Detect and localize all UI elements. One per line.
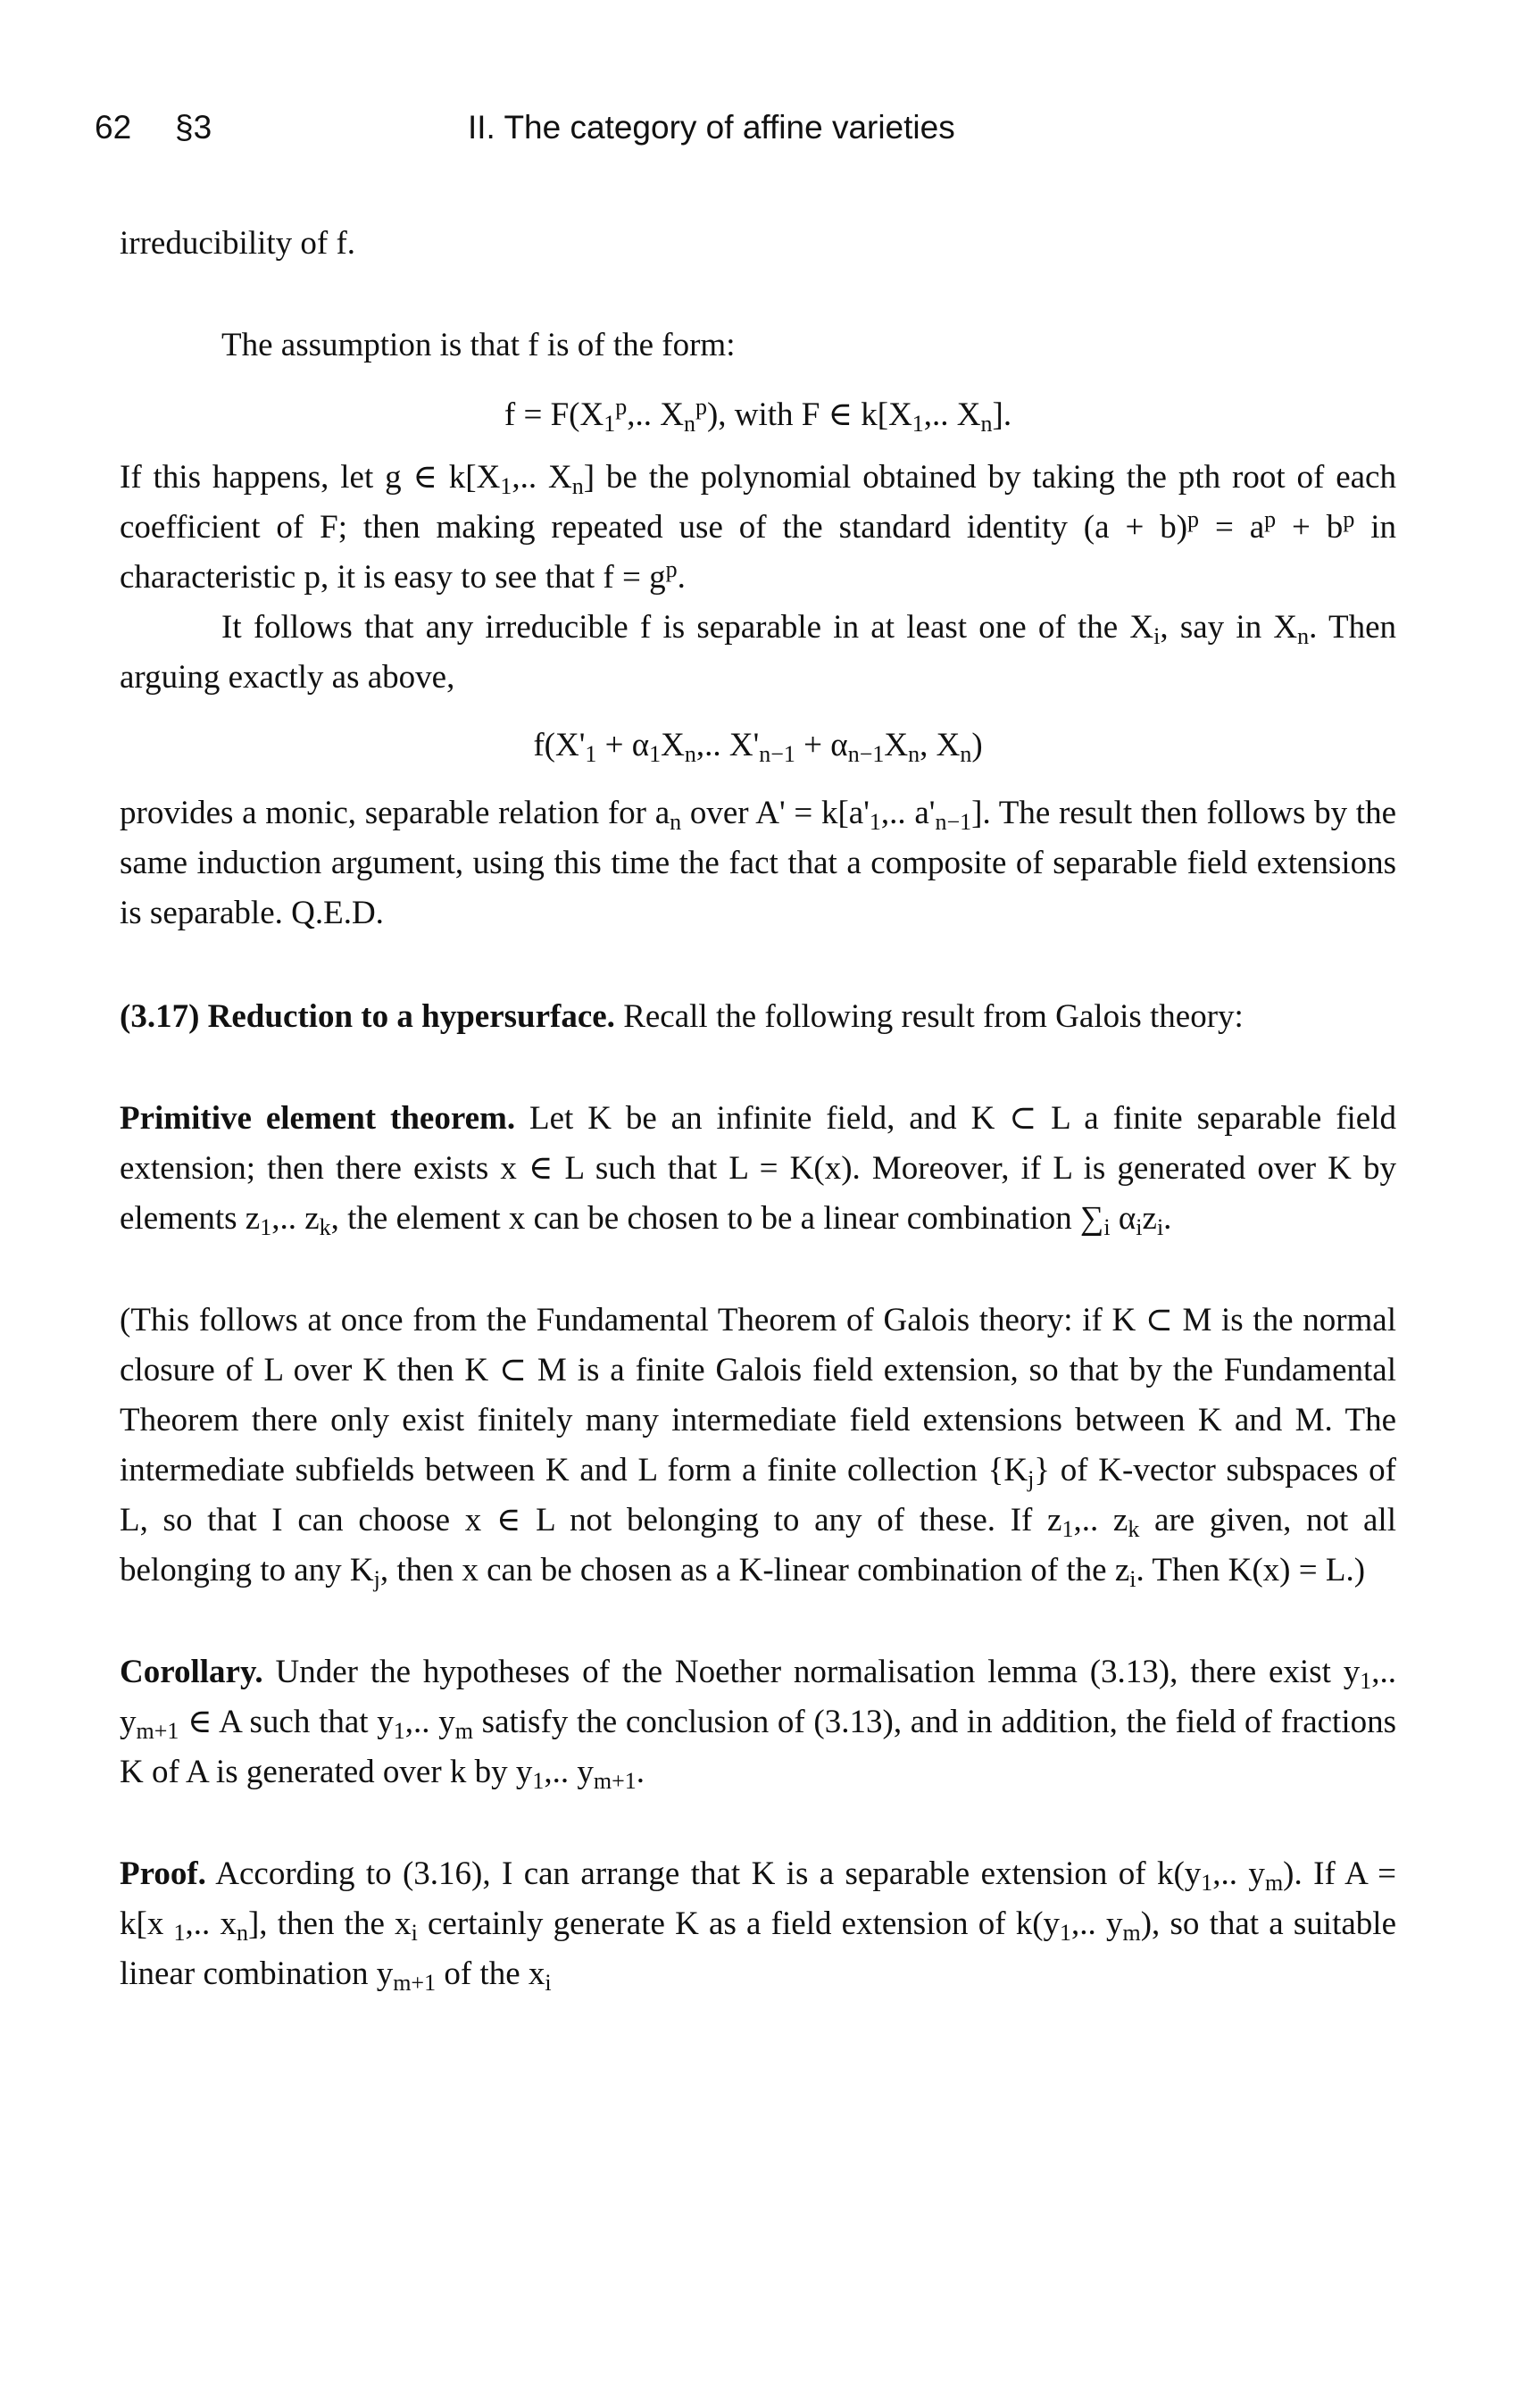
paragraph-pth-root: If this happens, let g ∈ $k[X_1$,.. $X_n$] be the polynomial obtained by taking the pth root of each coefficient of F; then making repeated use of the standard identity $(a + b)^p = a^p + b^p$ in characteristic p, it is easy to see that $f = g^p$.: [120, 459, 1396, 596]
paragraph-monic-relation: provides a monic, separable relation for $a_n$ over $A' = k[a'_1$,.. $a'_{n-1}$]. The result then follows by the same induction argument, using this time the fact that a composite of separable field extensions is separable. Q.E.D.: [120, 795, 1396, 931]
paragraph-irreducibility: irreducibility of f.: [120, 225, 356, 262]
page-header: [95, 109, 1445, 154]
equation-f-form: $f = F(X_1^p$,.. $X_n^p$), with F ∈ $k[X_1$,.. $X_n$].: [504, 394, 1012, 437]
equation-relation: $f(X'_1 + \alpha_1X_n$,.. $X'_{n-1} + \alpha_{n-1}X_n$, $X_n$): [533, 727, 983, 767]
page-number: 62: [95, 109, 132, 146]
paragraph-galois-proof: (This follows at once from the Fundamental Theorem of Galois theory: if K ⊂ M is the normal closure of L over K then K ⊂ M is a finite Galois field extension, so that by the Fundamental Theorem there only exist finitely many intermediate field extensions between K and M. The intermediate subfields between K and L form a finite collection $\{K_j\}$ of K-vector subspaces of L, so that I can choose x ∈ L not belonging to any of these. If $z_1$,.. $z_k$ are given, not all belonging to any $K_j$, then x can be chosen as a K-linear combination of the $z_i$. Then K(x) = L.): [120, 1302, 1396, 1592]
section-3-17: (3.17) Reduction to a hypersurface. Recall the following result from Galois theory:: [120, 998, 1244, 1035]
proof-title: Proof.: [120, 1855, 206, 1892]
section-heading: (3.17) Reduction to a hypersurface.: [120, 998, 615, 1035]
chapter-title: II. The category of affine varieties: [468, 109, 955, 146]
corollary-title: Corollary.: [120, 1654, 263, 1690]
theorem-title: Primitive element theorem.: [120, 1100, 516, 1137]
paragraph-separable: It follows that any irreducible f is separable in at least one of the $X_i$, say in $X_n$. Then arguing exactly as above,: [120, 609, 1396, 696]
theorem-primitive-element: Primitive element theorem. Let K be an infinite field, and K ⊂ L a finite separable field extension; then there exists x ∈ L such that L = K(x). Moreover, if L is generated over K by elements $z_1$,.. $z_k$, the element x can be chosen to be a linear combination $\sum_i$ $\alpha_iz_i$.: [120, 1100, 1397, 1240]
section-number: §3: [175, 109, 212, 146]
paragraph-assumption: The assumption is that f is of the form:: [221, 327, 736, 363]
page-body: [120, 219, 1396, 1999]
proof: Proof. According to (3.16), I can arrange that K is a separable extension of $k(y_1$,.. $y_m$). If A = k[x $_1$,.. $x_n$], then the $x_i$ certainly generate K as a field extension of $k(y_1$,.. $y_m$), so that a suitable linear combination $y_{m+1}$ of the $x_i$: [120, 1855, 1397, 1996]
corollary: Corollary. Under the hypotheses of the Noether normalisation lemma (3.13), there exist $y_1$,.. $y_{m+1}$ ∈ A such that $y_1$,.. $y_m$ satisfy the conclusion of (3.13), and in addition, the field of fractions K of A is generated over k by $y_1$,.. $y_{m+1}$.: [120, 1654, 1397, 1794]
